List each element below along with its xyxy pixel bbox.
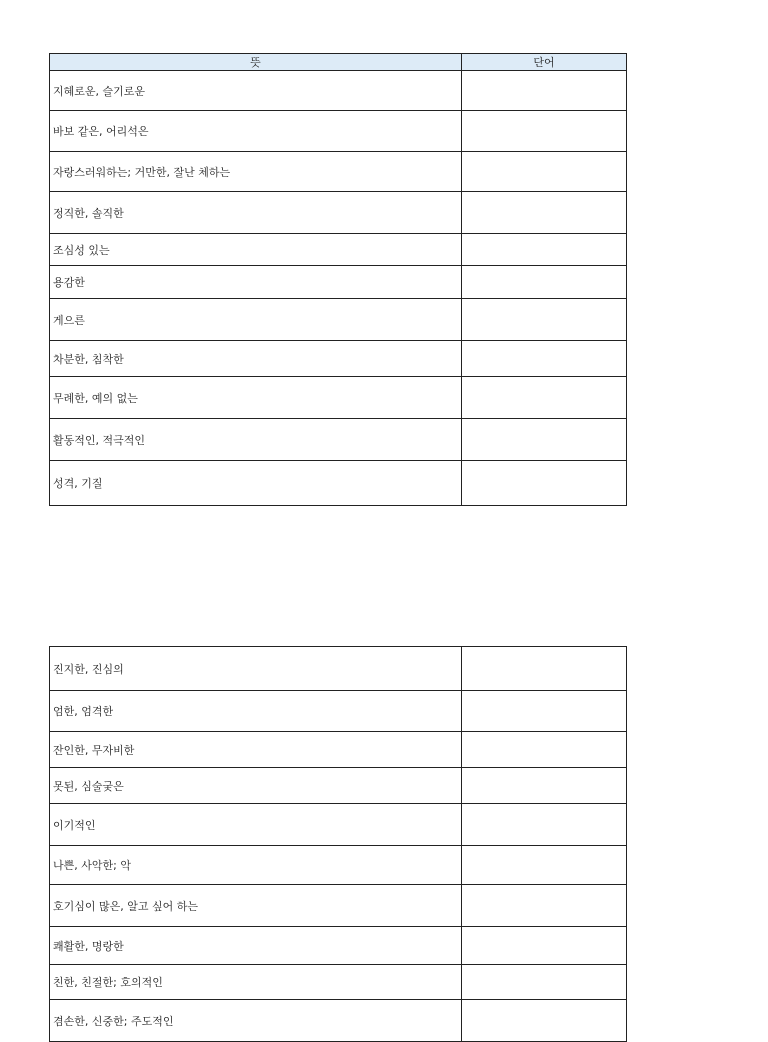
table-row	[50, 647, 627, 691]
word-answer-cell[interactable]	[462, 266, 627, 299]
table-row	[50, 111, 627, 152]
vocab-table-1	[49, 53, 627, 506]
word-answer-cell[interactable]	[462, 234, 627, 266]
vocab-table-2	[49, 646, 627, 1042]
table-row	[50, 927, 627, 965]
meaning-cell: 잔인한, 무자비한	[50, 732, 462, 768]
meaning-cell: 친한, 친절한; 호의적인	[50, 965, 462, 1000]
table-row	[50, 768, 627, 804]
table-header-row	[50, 54, 627, 71]
table-row	[50, 1000, 627, 1042]
table-row	[50, 266, 627, 299]
table-row	[50, 377, 627, 419]
word-answer-cell[interactable]	[462, 71, 627, 111]
table-row	[50, 192, 627, 234]
meaning-cell: 게으른	[50, 299, 462, 341]
header-word: 단어	[462, 54, 627, 71]
meaning-cell: 바보 같은, 어리석은	[50, 111, 462, 152]
table-row	[50, 234, 627, 266]
meaning-cell: 이기적인	[50, 804, 462, 846]
word-answer-cell[interactable]	[462, 885, 627, 927]
table-row	[50, 965, 627, 1000]
meaning-cell: 나쁜, 사악한; 악	[50, 846, 462, 885]
table-row	[50, 419, 627, 461]
header-meaning: 뜻	[50, 54, 462, 71]
meaning-cell: 쾌활한, 명랑한	[50, 927, 462, 965]
meaning-cell: 정직한, 솔직한	[50, 192, 462, 234]
meaning-cell: 지혜로운, 슬기로운	[50, 71, 462, 111]
meaning-cell: 용감한	[50, 266, 462, 299]
word-answer-cell[interactable]	[462, 927, 627, 965]
meaning-cell: 못된, 심술궂은	[50, 768, 462, 804]
meaning-cell: 활동적인, 적극적인	[50, 419, 462, 461]
word-answer-cell[interactable]	[462, 768, 627, 804]
meaning-cell: 무례한, 예의 없는	[50, 377, 462, 419]
meaning-cell: 성격, 기질	[50, 461, 462, 506]
table-row	[50, 691, 627, 732]
word-answer-cell[interactable]	[462, 111, 627, 152]
meaning-cell: 엄한, 엄격한	[50, 691, 462, 732]
meaning-cell: 진지한, 진심의	[50, 647, 462, 691]
meaning-cell: 겸손한, 신중한; 주도적인	[50, 1000, 462, 1042]
word-answer-cell[interactable]	[462, 965, 627, 1000]
meaning-cell: 자랑스러워하는; 거만한, 잘난 체하는	[50, 152, 462, 192]
table-row	[50, 804, 627, 846]
word-answer-cell[interactable]	[462, 732, 627, 768]
word-answer-cell[interactable]	[462, 846, 627, 885]
table-row	[50, 299, 627, 341]
table-row	[50, 732, 627, 768]
word-answer-cell[interactable]	[462, 691, 627, 732]
word-answer-cell[interactable]	[462, 461, 627, 506]
table-row	[50, 341, 627, 377]
word-answer-cell[interactable]	[462, 299, 627, 341]
word-answer-cell[interactable]	[462, 152, 627, 192]
word-answer-cell[interactable]	[462, 804, 627, 846]
word-answer-cell[interactable]	[462, 192, 627, 234]
meaning-cell: 호기심이 많은, 알고 싶어 하는	[50, 885, 462, 927]
word-answer-cell[interactable]	[462, 377, 627, 419]
word-answer-cell[interactable]	[462, 419, 627, 461]
meaning-cell: 차분한, 침착한	[50, 341, 462, 377]
table-row	[50, 846, 627, 885]
table-row	[50, 885, 627, 927]
word-answer-cell[interactable]	[462, 1000, 627, 1042]
table-row	[50, 152, 627, 192]
table-row	[50, 461, 627, 506]
word-answer-cell[interactable]	[462, 341, 627, 377]
meaning-cell: 조심성 있는	[50, 234, 462, 266]
table-row	[50, 71, 627, 111]
word-answer-cell[interactable]	[462, 647, 627, 691]
